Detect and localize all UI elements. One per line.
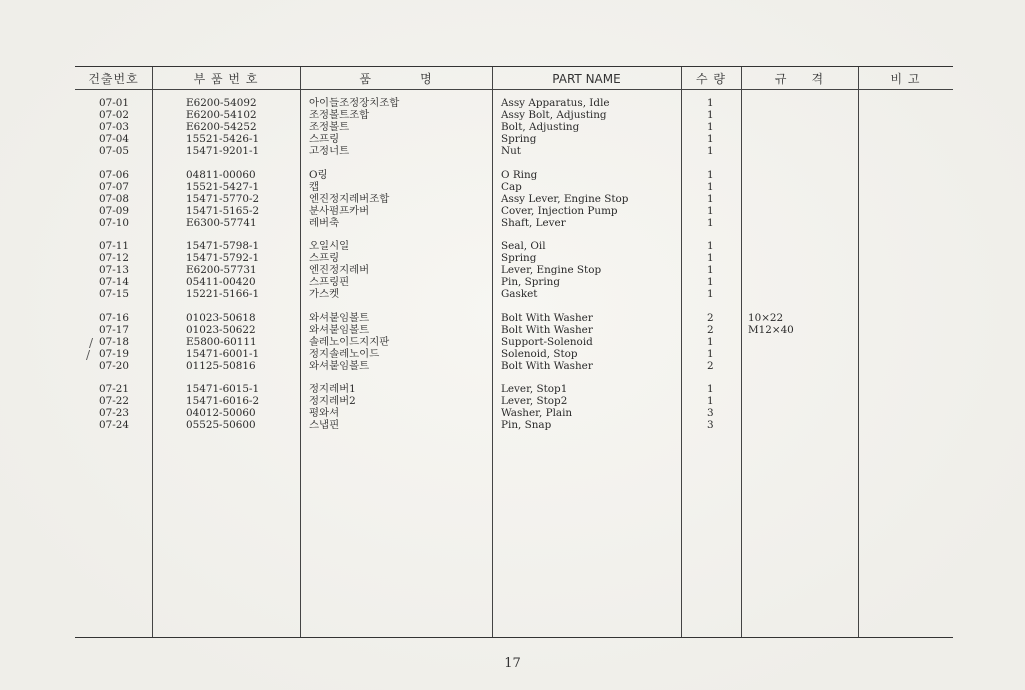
table-row <box>75 240 953 252</box>
korean-name: 고정너트 <box>309 145 350 157</box>
item-number: 07-02 <box>99 109 129 121</box>
table-row <box>75 360 953 372</box>
korean-name: 정지레버2 <box>309 395 356 407</box>
table-row <box>75 407 953 419</box>
quantity: 1 <box>707 204 714 217</box>
quantity: 1 <box>707 240 714 252</box>
table-row <box>75 312 953 324</box>
part-name: Bolt With Washer <box>501 311 593 324</box>
part-number: E6300-57741 <box>186 216 257 229</box>
part-name: O Ring <box>501 168 538 181</box>
table-row <box>75 145 953 157</box>
part-number: 01125-50816 <box>186 359 256 372</box>
quantity: 1 <box>707 133 714 145</box>
part-number: 01023-50622 <box>186 323 256 336</box>
korean-name: 와셔붙임볼트 <box>309 323 370 336</box>
part-name: Bolt, Adjusting <box>501 121 580 133</box>
part-number: 15471-6016-2 <box>186 395 260 407</box>
header-item-no: 건출번호 <box>88 72 139 86</box>
korean-name: 엔진정지레버조합 <box>309 192 390 205</box>
table-row <box>75 383 953 395</box>
header-remark: 비 고 <box>890 72 921 86</box>
part-name: Assy Lever, Engine Stop <box>501 192 629 205</box>
item-number: 07-14 <box>99 276 129 288</box>
item-number: 07-24 <box>99 419 129 431</box>
korean-name: 스냅핀 <box>309 419 340 431</box>
korean-name: 엔진정지레버 <box>309 264 370 276</box>
quantity: 3 <box>707 419 714 431</box>
parts-table <box>75 66 953 638</box>
item-number: 07-15 <box>99 288 129 300</box>
part-name: Pin, Snap <box>501 419 552 431</box>
item-number: 07-11 <box>99 240 129 252</box>
part-number: 15521-5427-1 <box>186 180 260 193</box>
header-part-name: PART NAME <box>552 72 621 86</box>
part-number: 15471-9201-1 <box>186 145 260 157</box>
part-name: Spring <box>501 133 537 145</box>
item-number: 07-16 <box>99 311 129 324</box>
table-row <box>75 169 953 181</box>
part-name: Nut <box>501 145 521 157</box>
part-name: Cover, Injection Pump <box>501 204 618 217</box>
part-number: 15471-5792-1 <box>186 252 260 264</box>
part-number: 15471-5798-1 <box>186 240 260 252</box>
part-number: 15521-5426-1 <box>186 133 260 145</box>
korean-name: 와셔붙임볼트 <box>309 311 370 324</box>
part-number: 15471-6015-1 <box>186 383 260 395</box>
item-number: 07-20 <box>99 359 129 372</box>
part-name: Bolt With Washer <box>501 323 593 336</box>
quantity: 1 <box>707 145 714 157</box>
item-number: 07-23 <box>99 407 129 419</box>
table-row <box>75 205 953 217</box>
part-number: 05525-50600 <box>186 419 256 431</box>
quantity: 1 <box>707 168 714 181</box>
spec: M12×40 <box>748 323 794 336</box>
part-number: 04012-50060 <box>186 407 256 419</box>
table-row <box>75 395 953 407</box>
part-name: Pin, Spring <box>501 276 561 288</box>
spec: 10×22 <box>748 311 784 324</box>
item-number: 07-01 <box>99 97 129 109</box>
header-quantity: 수 량 <box>696 72 726 86</box>
item-number: 07-22 <box>99 395 129 407</box>
quantity: 1 <box>707 192 714 205</box>
quantity: 1 <box>707 109 714 121</box>
part-name: Washer, Plain <box>501 407 573 419</box>
korean-name: 레버축 <box>309 216 340 229</box>
quantity: 1 <box>707 264 714 276</box>
part-name: Gasket <box>501 288 538 300</box>
part-name: Lever, Stop2 <box>501 395 568 407</box>
part-name: Assy Apparatus, Idle <box>501 97 610 109</box>
item-number: 07-06 <box>99 168 129 181</box>
korean-name: 오일시일 <box>309 240 350 252</box>
korean-name: 조정볼트 <box>309 121 350 133</box>
korean-name: 솔레노이드지지판 <box>309 335 390 348</box>
margin-mark: / <box>89 336 94 350</box>
table-row <box>75 288 953 300</box>
table-row <box>75 348 953 360</box>
quantity: 2 <box>707 359 714 372</box>
part-name: Solenoid, Stop <box>501 347 578 360</box>
part-name: Lever, Stop1 <box>501 383 568 395</box>
item-number: 07-17 <box>99 323 129 336</box>
item-number: 07-18 <box>99 335 129 348</box>
quantity: 1 <box>707 276 714 288</box>
header-spec: 규 격 <box>774 72 825 86</box>
item-number: 07-19 <box>99 347 129 360</box>
quantity: 1 <box>707 347 714 360</box>
quantity: 1 <box>707 216 714 229</box>
korean-name: 스프링 <box>309 252 340 264</box>
table-row <box>75 181 953 193</box>
quantity: 1 <box>707 121 714 133</box>
part-number: 15221-5166-1 <box>186 288 260 300</box>
item-number: 07-05 <box>99 145 129 157</box>
quantity: 1 <box>707 252 714 264</box>
header-divider <box>75 89 953 90</box>
korean-name: 정지솔레노이드 <box>309 347 380 360</box>
table-row <box>75 419 953 431</box>
table-row <box>75 109 953 121</box>
table-row <box>75 324 953 336</box>
table-row <box>75 217 953 229</box>
korean-name: 와셔붙임볼트 <box>309 359 370 372</box>
korean-name: 캡 <box>309 180 320 193</box>
korean-name: 스프링핀 <box>309 276 350 288</box>
part-name: Cap <box>501 180 522 193</box>
part-number: 15471-5770-2 <box>186 192 260 205</box>
part-number: E6200-57731 <box>186 264 257 276</box>
part-number: 15471-6001-1 <box>186 347 260 360</box>
table-row <box>75 276 953 288</box>
table-row <box>75 193 953 205</box>
quantity: 1 <box>707 383 714 395</box>
korean-name: 가스켓 <box>309 288 340 300</box>
korean-name: 아이들조정장치조합 <box>309 97 400 109</box>
korean-name: 정지레버1 <box>309 383 356 395</box>
part-number: E6200-54252 <box>186 121 257 133</box>
table-row <box>75 133 953 145</box>
quantity: 3 <box>707 407 714 419</box>
part-number: E5800-60111 <box>186 335 257 348</box>
table-row <box>75 264 953 276</box>
item-number: 07-10 <box>99 216 129 229</box>
part-number: 04811-00060 <box>186 168 256 181</box>
quantity: 2 <box>707 323 714 336</box>
korean-name: 조정볼트조합 <box>309 109 370 121</box>
part-name: Lever, Engine Stop <box>501 264 602 276</box>
header-korean-name: 품 명 <box>359 72 433 86</box>
margin-mark: / <box>86 348 91 362</box>
table-row <box>75 97 953 109</box>
korean-name: 스프링 <box>309 133 340 145</box>
korean-name: 분사펌프카버 <box>309 204 370 217</box>
item-number: 07-07 <box>99 180 129 193</box>
part-number: E6200-54102 <box>186 109 257 121</box>
part-number: E6200-54092 <box>186 97 257 109</box>
part-name: Bolt With Washer <box>501 359 593 372</box>
item-number: 07-12 <box>99 252 129 264</box>
part-number: 15471-5165-2 <box>186 204 260 217</box>
item-number: 07-04 <box>99 133 129 145</box>
item-number: 07-21 <box>99 383 129 395</box>
part-name: Support-Solenoid <box>501 335 593 348</box>
part-number: 01023-50618 <box>186 311 256 324</box>
korean-name: O링 <box>309 168 328 181</box>
part-name: Spring <box>501 252 537 264</box>
part-name: Seal, Oil <box>501 240 546 252</box>
item-number: 07-13 <box>99 264 129 276</box>
part-number: 05411-00420 <box>186 276 256 288</box>
part-name: Shaft, Lever <box>501 216 566 229</box>
quantity: 1 <box>707 335 714 348</box>
quantity: 1 <box>707 395 714 407</box>
item-number: 07-03 <box>99 121 129 133</box>
item-number: 07-09 <box>99 204 129 217</box>
table-row <box>75 121 953 133</box>
part-name: Assy Bolt, Adjusting <box>501 109 607 121</box>
table-row <box>75 336 953 348</box>
quantity: 1 <box>707 288 714 300</box>
quantity: 1 <box>707 180 714 193</box>
item-number: 07-08 <box>99 192 129 205</box>
korean-name: 평와셔 <box>309 407 340 419</box>
quantity: 1 <box>707 97 714 109</box>
header-part-number: 부 품 번 호 <box>193 72 259 86</box>
quantity: 2 <box>707 311 714 324</box>
table-row <box>75 252 953 264</box>
page-number: 17 <box>504 656 521 671</box>
